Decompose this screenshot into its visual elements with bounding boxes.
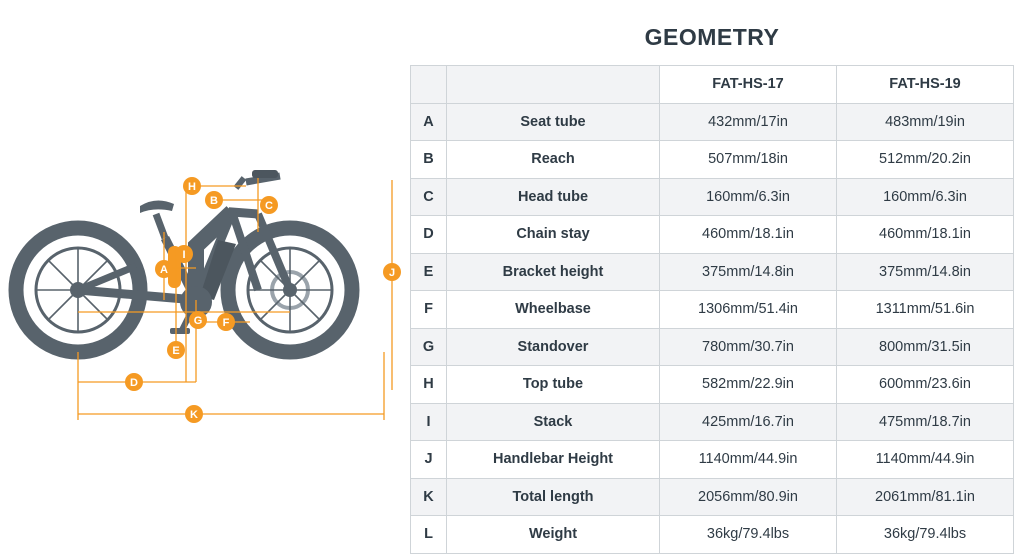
header-name-blank <box>447 66 660 104</box>
marker-C <box>260 196 278 214</box>
bike-diagram-svg <box>0 0 410 554</box>
row-name: Wheelbase <box>447 291 660 329</box>
row-name: Head tube <box>447 178 660 216</box>
svg-text:J: J <box>388 267 396 279</box>
page-title: GEOMETRY <box>644 24 780 50</box>
row-letter: K <box>411 478 447 516</box>
row-value-19: 160mm/6.3in <box>837 178 1014 216</box>
row-value-17: 1306mm/51.4in <box>660 291 837 329</box>
table-row <box>411 403 1014 441</box>
row-letter: E <box>411 253 447 291</box>
row-letter: H <box>411 366 447 404</box>
svg-text:C: C <box>265 200 273 212</box>
row-name: Handlebar Height <box>447 441 660 479</box>
marker-G <box>189 311 207 329</box>
table-row <box>411 291 1014 329</box>
row-letter: I <box>411 403 447 441</box>
row-value-17: 582mm/22.9in <box>660 366 837 404</box>
row-value-19: 512mm/20.2in <box>837 141 1014 179</box>
row-value-17: 2056mm/80.9in <box>660 478 837 516</box>
row-value-19: 460mm/18.1in <box>837 216 1014 254</box>
table-row <box>411 478 1014 516</box>
row-value-17: 1140mm/44.9in <box>660 441 837 479</box>
row-letter: J <box>411 441 447 479</box>
svg-text:H: H <box>188 181 196 193</box>
svg-text:K: K <box>190 409 198 421</box>
table-row <box>411 216 1014 254</box>
table-body <box>411 103 1014 553</box>
row-letter: A <box>411 103 447 141</box>
row-letter: F <box>411 291 447 329</box>
marker-J <box>383 263 401 281</box>
row-name: Top tube <box>447 366 660 404</box>
row-name: Standover <box>447 328 660 366</box>
row-letter: G <box>411 328 447 366</box>
svg-text:I: I <box>182 249 186 261</box>
svg-text:G: G <box>193 315 203 327</box>
row-letter: C <box>411 178 447 216</box>
row-name: Seat tube <box>447 103 660 141</box>
marker-E <box>167 341 185 359</box>
header-letter-blank <box>411 66 447 104</box>
row-name: Stack <box>447 403 660 441</box>
row-value-19: 375mm/14.8in <box>837 253 1014 291</box>
header-model-17: FAT-HS-17 <box>660 66 837 104</box>
row-value-19: 2061mm/81.1in <box>837 478 1014 516</box>
row-letter: D <box>411 216 447 254</box>
marker-F <box>217 313 235 331</box>
marker-K <box>185 405 203 423</box>
row-value-17: 432mm/17in <box>660 103 837 141</box>
marker-D <box>125 373 143 391</box>
row-letter: B <box>411 141 447 179</box>
table-row <box>411 141 1014 179</box>
row-value-19: 475mm/18.7in <box>837 403 1014 441</box>
table-row <box>411 516 1014 554</box>
row-name: Chain stay <box>447 216 660 254</box>
table-header-row <box>411 66 1014 104</box>
marker-I <box>175 245 193 263</box>
row-name: Total length <box>447 478 660 516</box>
table-row <box>411 103 1014 141</box>
table-row <box>411 178 1014 216</box>
table-row <box>411 328 1014 366</box>
row-value-17: 375mm/14.8in <box>660 253 837 291</box>
table-head <box>411 66 1014 104</box>
row-value-17: 507mm/18in <box>660 141 837 179</box>
row-name: Weight <box>447 516 660 554</box>
header-model-19: FAT-HS-19 <box>837 66 1014 104</box>
row-letter: L <box>411 516 447 554</box>
row-value-17: 425mm/16.7in <box>660 403 837 441</box>
row-value-19: 36kg/79.4lbs <box>837 516 1014 554</box>
svg-text:A: A <box>160 264 168 276</box>
table-row <box>411 366 1014 404</box>
row-value-17: 780mm/30.7in <box>660 328 837 366</box>
svg-text:D: D <box>130 377 138 389</box>
geometry-table-pane <box>410 0 1024 554</box>
table-row <box>411 441 1014 479</box>
svg-text:F: F <box>222 317 230 329</box>
row-name: Bracket height <box>447 253 660 291</box>
marker-A <box>155 260 173 278</box>
row-value-19: 1311mm/51.6in <box>837 291 1014 329</box>
row-value-19: 600mm/23.6in <box>837 366 1014 404</box>
row-value-17: 160mm/6.3in <box>660 178 837 216</box>
marker-B <box>205 191 223 209</box>
svg-text:E: E <box>172 345 180 357</box>
row-value-19: 1140mm/44.9in <box>837 441 1014 479</box>
row-name: Reach <box>447 141 660 179</box>
row-value-19: 800mm/31.5in <box>837 328 1014 366</box>
svg-text:B: B <box>210 195 218 207</box>
marker-H <box>183 177 201 195</box>
bike-geometry-diagram <box>0 0 410 554</box>
geometry-table <box>410 65 1014 554</box>
table-row <box>411 253 1014 291</box>
row-value-17: 460mm/18.1in <box>660 216 837 254</box>
row-value-19: 483mm/19in <box>837 103 1014 141</box>
row-value-17: 36kg/79.4lbs <box>660 516 837 554</box>
